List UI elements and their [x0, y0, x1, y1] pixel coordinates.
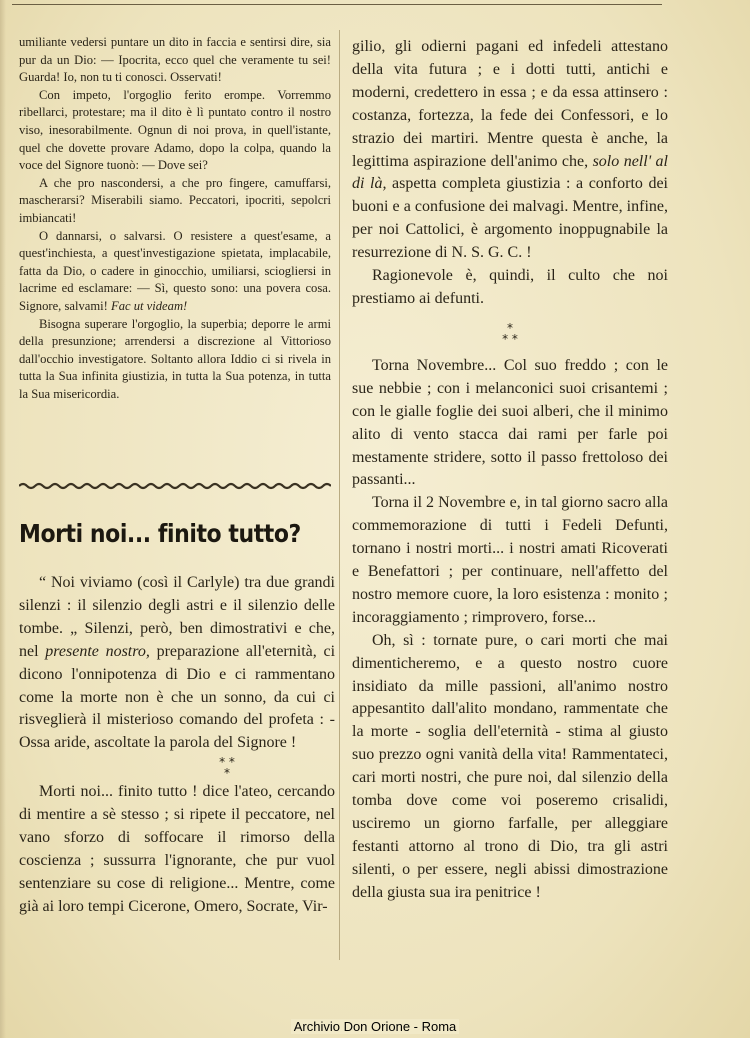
paragraph: Morti noi... finito tutto ! dice l'ateo, cercando di mentire a sè stesso ; si ripete il peccatore, nel vano sforzo di soffocare il rimorso della coscienza ; sussurra l'ignorante, che pur vuol sentenziare su cose di religione... Mentre, come già ai loro tempi Cicerone, Omero, Socrate, Vir-	[19, 783, 335, 915]
left-column-top	[19, 34, 331, 403]
paragraph: Torna il 2 Novembre e, in tal giorno sacro alla commemorazione di tutti i Fedeli Defunti, tornano i nostri morti... i nostri amati Ricoverati e Benefattori ; per continuare, nell'affetto del nostro memore cuore, la loro esistenza : monito ; incoraggiamento ; rimprovero, forse...	[352, 494, 668, 626]
right-column	[352, 36, 668, 905]
top-rule	[12, 4, 662, 5]
left-column-article	[19, 572, 335, 919]
decorative-wavy-rule	[19, 480, 331, 492]
section-stars: * * *	[219, 755, 235, 781]
paragraph: A che pro nascondersi, a che pro fingere, camuffarsi, mascherarsi? Miserabili siamo. Peccatori, ipocriti, sepolcri imbiancati!	[19, 175, 331, 225]
italic-phrase: Fac ut videam!	[111, 298, 188, 313]
paragraph: Ragionevole è, quindi, il culto che noi prestiamo ai defunti.	[352, 267, 668, 307]
article-heading: Morti noi... finito tutto?	[19, 519, 301, 548]
page-binding-shadow	[0, 0, 6, 1038]
paragraph: gilio, gli odierni pagani ed infedeli attestano della vita futura ; e i dotti tutti, antichi e moderni, credettero in essa ; e da essa attinsero : costanza, fortezza, la fede dei Confessori, e lo strazio dei martiri. Mentre questa è anche, la legittima aspirazione dell'animo che, solo nell' al di là, aspetta completa giustizia : a conforto dei buoni e a confusione dei malvagi. Mentre, infine, per noi Cattolici, è argomento inoppugnabile la resurrezione di N. S. G. C. !	[352, 38, 669, 262]
paragraph: umiliante vedersi puntare un dito in faccia e sentirsi dire, sia pur da un Dio: — Ipocrita, ecco quel che veramente tu sei! Guarda! Io, non tu ti conosci. Osservati!	[19, 35, 331, 85]
paragraph: Con impeto, l'orgoglio ferito erompe. Vorremmo ribellarci, protestare; ma il dito è lì puntato contro il nostro viso, inesorabilmente. Ognun di noi prova, in quell'istante, quel che dovette provare Adamo, dopo la colpa, quando la voce del Signore tuonò: — Dove sei?	[19, 87, 331, 173]
italic-phrase: solo nell' al di là,	[352, 152, 668, 193]
footer-text: Archivio Don Orione - Roma	[291, 1019, 460, 1034]
paragraph: “ Noi viviamo (così il Carlyle) tra due grandi silenzi : il silenzio degli astri e il silenzio delle tombe. „ Silenzi, però, ben dimostrativi e che, nel presente nostro, preparazione all'eternità, ci dicono l'onnipotenza di Dio e ci rammentano come la morte non è che un sonno, da cui ci risveglierà il misterioso comando del profeta : - Ossa aride, ascoltate la parola del Signore !	[19, 574, 336, 752]
italic-phrase: presente nostro,	[45, 642, 150, 660]
paragraph: Bisogna superare l'orgoglio, la superbia; deporre le armi della presunzione; arrendersi a discrezione al Vittorioso dall'occhio investigatore. Soltanto allora Iddio ci si rivela in tutta la Sua infinita giustizia, in tutta la Sua potenza, in tutta la Sua misericordia.	[19, 316, 331, 401]
paragraph: Torna Novembre... Col suo freddo ; con le sue nebbie ; con i melanconici suoi crisantemi ; con le gialle foglie dei suoi alberi, che il minimo alito di vento stacca dai rami per farle poi mestamente stridere, sotto il passo frettoloso dei passanti...	[352, 356, 668, 489]
section-stars: * * *	[502, 320, 518, 346]
paragraph: O dannarsi, o salvarsi. O resistere a quest'esame, a quest'inchiesta, a quest'investigazione spietata, implacabile, fatta da Dio, o cadere in ginocchio, umiliarsi, sciogliersi in lacrime ed esclamare: — Sì, questo sono: una povera cosa. Signore, salvami! Fac ut videam!	[19, 228, 331, 313]
column-divider	[339, 30, 340, 960]
archive-footer	[0, 1019, 750, 1034]
paragraph: Oh, sì : tornate pure, o cari morti che mai dimenticheremo, e a questo nostro cuore insidiato da mille passioni, all'animo nostro appesantito dall'alito mondano, rammentate che la morte - soglia dell'eternità - stima al giusto suo prezzo ogni vanità della vita! Rammentateci, cari morti nostri, che pure noi, dal silenzio della tomba dove come voi poseremo crisalidi, usciremo un giorno farfalle, per alleggiare festanti attorno al trono di Dio, tra gli astri silenti, o per essere, negli abissi dimostrazione della giusta sua ira penitrice !	[352, 631, 668, 901]
